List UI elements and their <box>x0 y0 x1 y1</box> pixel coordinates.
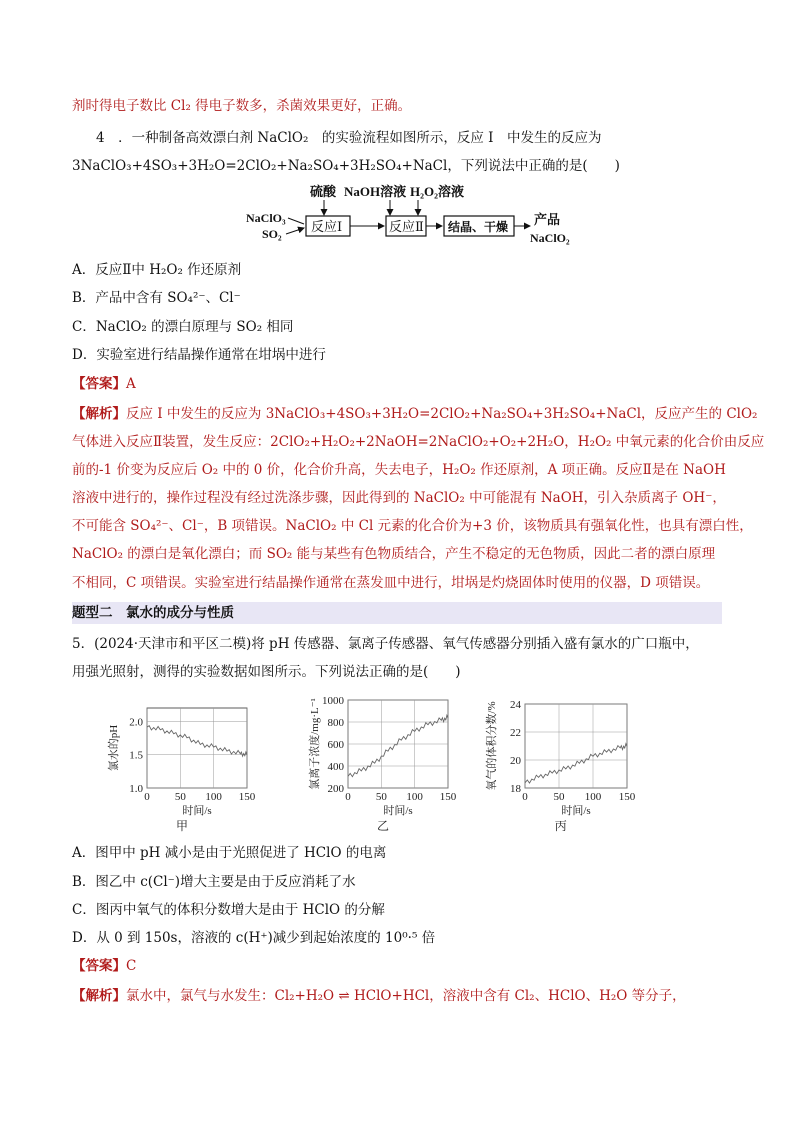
flow-box-3-label: 结晶、干燥 <box>448 220 509 234</box>
q4-option-d: D．实验室进行结晶操作通常在坩埚中进行 <box>72 347 326 363</box>
x-tick-label: 0 <box>345 791 351 803</box>
q5-option-c: C．图丙中氧气的体积分数增大是由于 HClO 的分解 <box>72 902 385 918</box>
x-tick-label: 0 <box>144 791 150 803</box>
x-tick-label: 0 <box>522 791 528 803</box>
y-tick-label: 800 <box>327 717 344 729</box>
chart-frame <box>147 708 247 788</box>
flow-box-1-label: 反应Ⅰ <box>311 219 343 234</box>
flow-output-1: 产品 <box>534 212 561 227</box>
flow-top-label-1: 硫酸 <box>310 184 337 199</box>
series-line <box>348 715 448 776</box>
x-tick-label: 50 <box>375 791 387 803</box>
answer-value: C <box>126 958 137 974</box>
q5-stem-line1: 5．(2024·天津市和平区二模)将 pH 传感器、氯离子传感器、氧气传感器分别插入盛有氯水的广口瓶中， <box>72 636 699 652</box>
y-tick-label: 24 <box>510 699 521 711</box>
x-tick-label: 150 <box>618 791 636 803</box>
analysis-tag: 【解析】 <box>72 988 126 1004</box>
q5-answer <box>72 956 136 976</box>
y-tick-label: 600 <box>327 739 344 751</box>
continuation-text: 剂时得电子数比 Cl₂ 得电子数多，杀菌效果更好，正确。 <box>72 98 412 114</box>
flow-input-1: NaClO₃ <box>246 211 286 225</box>
q4-analysis-line6: NaClO₂ 的漂白是氧化漂白；而 SO₂ 能与某些有色物质结合，产生不稳定的无色物质，因此二者的漂白原理 <box>72 546 716 562</box>
q5-stem-line2: 用强光照射，测得的实验数据如图所示。下列说法正确的是( ) <box>72 664 461 680</box>
chart-caption: 丙 <box>554 819 567 833</box>
x-tick-label: 50 <box>553 791 565 803</box>
x-axis-label: 时间/s <box>383 805 413 817</box>
q4-analysis-line7: 不相同，C 项错误。实验室进行结晶操作通常在蒸发皿中进行，坩埚是灼烧固体时使用的仪器，D 项错误。 <box>72 575 710 591</box>
answer-tag: 【答案】 <box>72 376 126 392</box>
q4-analysis-line2: 气体进入反应Ⅱ装置，发生反应：2ClO₂+H₂O₂+2NaOH=2NaClO₂+O₂+2H₂O，H₂O₂ 中氧元素的化合价由反应 <box>72 434 765 450</box>
flow-box-2-label: 反应Ⅱ <box>389 219 424 234</box>
x-tick-label: 100 <box>584 791 602 803</box>
x-axis-label: 时间/s <box>561 805 591 817</box>
q4-analysis-line5: 不可能含 SO₄²⁻、Cl⁻，B 项错误。NaClO₂ 中 Cl 元素的化合价为+3 价，该物质具有强氧化性，也具有漂白性， <box>72 518 753 534</box>
y-tick-label: 200 <box>327 783 344 795</box>
y-axis-label: 氯离子浓度/mg·L⁻¹ <box>309 698 321 790</box>
q4-flow-diagram <box>240 182 580 248</box>
x-tick-label: 100 <box>406 791 423 803</box>
answer-value: A <box>126 376 136 392</box>
y-tick-label: 400 <box>327 761 344 773</box>
section-title: 题型二 氯水的成分与性质 <box>72 605 234 621</box>
q5-option-b: B．图乙中 c(Cl⁻)增大主要是由于反应消耗了水 <box>72 874 356 890</box>
q4-option-c: C．NaClO₂ 的漂白原理与 SO₂ 相同 <box>72 319 294 335</box>
q5-charts <box>95 688 655 833</box>
analysis-text: 氯水中，氯气与水发生：Cl₂+H₂O ⇌ HClO+HCl，溶液中含有 Cl₂、HClO、H₂O 等分子， <box>126 988 686 1004</box>
answer-tag: 【答案】 <box>72 958 126 974</box>
q4-option-b: B．产品中含有 SO₄²⁻、Cl⁻ <box>72 290 241 306</box>
q4-option-a: A．反应Ⅱ中 H₂O₂ 作还原剂 <box>72 262 242 278</box>
chart-caption: 乙 <box>376 819 390 833</box>
y-tick-label: 1.5 <box>129 749 143 762</box>
series-line <box>525 744 627 783</box>
y-tick-label: 18 <box>510 783 521 795</box>
q5-option-d: D．从 0 到 150s，溶液的 c(H⁺)减少到起始浓度的 10⁰·⁵ 倍 <box>72 930 436 946</box>
y-tick-label: 20 <box>510 755 521 767</box>
q4-analysis-line1 <box>72 404 757 424</box>
flow-top-label-3: H₂O₂溶液 <box>410 184 465 199</box>
flow-input-2: SO₂ <box>262 227 282 241</box>
chart-caption: 甲 <box>175 819 189 833</box>
flow-top-label-2: NaOH溶液 <box>344 184 407 199</box>
q4-analysis-line4: 溶液中进行的，操作过程没有经过洗涤步骤，因此得到的 NaClO₂ 中可能混有 NaOH，引入杂质离子 OH⁻， <box>72 490 726 506</box>
analysis-tag: 【解析】 <box>72 406 126 422</box>
flow-output-2: NaClO₂ <box>530 231 570 245</box>
x-tick-label: 150 <box>238 791 256 803</box>
q4-stem-line2: 3NaClO₃+4SO₃+3H₂O=2ClO₂+Na₂SO₄+3H₂SO₄+NaCl，下列说法中正确的是( ) <box>72 158 620 174</box>
q4-analysis-line3: 前的-1 价变为反应后 O₂ 中的 0 价，化合价升高，失去电子，H₂O₂ 作还原剂，A 项正确。反应Ⅱ是在 NaOH <box>72 462 726 478</box>
x-tick-label: 50 <box>174 791 186 803</box>
q5-option-a: A．图甲中 pH 减小是由于光照促进了 HClO 的电离 <box>72 845 387 861</box>
y-tick-label: 2.0 <box>129 716 143 729</box>
q5-analysis <box>72 986 686 1006</box>
x-axis-label: 时间/s <box>182 805 212 817</box>
y-tick-label: 1000 <box>322 695 344 707</box>
series-line <box>147 726 247 757</box>
y-tick-label: 1.0 <box>129 783 143 795</box>
y-tick-label: 22 <box>510 727 521 739</box>
q4-stem-line1: 4 ．一种制备高效漂白剂 NaClO₂ 的实验流程如图所示，反应 I 中发生的反应为 <box>96 130 602 146</box>
q4-answer <box>72 374 136 394</box>
x-tick-label: 150 <box>439 791 457 803</box>
analysis-text: 反应 I 中发生的反应为 3NaClO₃+4SO₃+3H₂O=2ClO₂+Na₂SO₄+3H₂SO₄+NaCl，反应产生的 ClO₂ <box>126 406 758 422</box>
y-axis-label: 氯水的pH <box>108 724 120 772</box>
x-tick-label: 100 <box>205 791 222 803</box>
y-axis-label: 氧气的体积分数/% <box>486 701 498 791</box>
